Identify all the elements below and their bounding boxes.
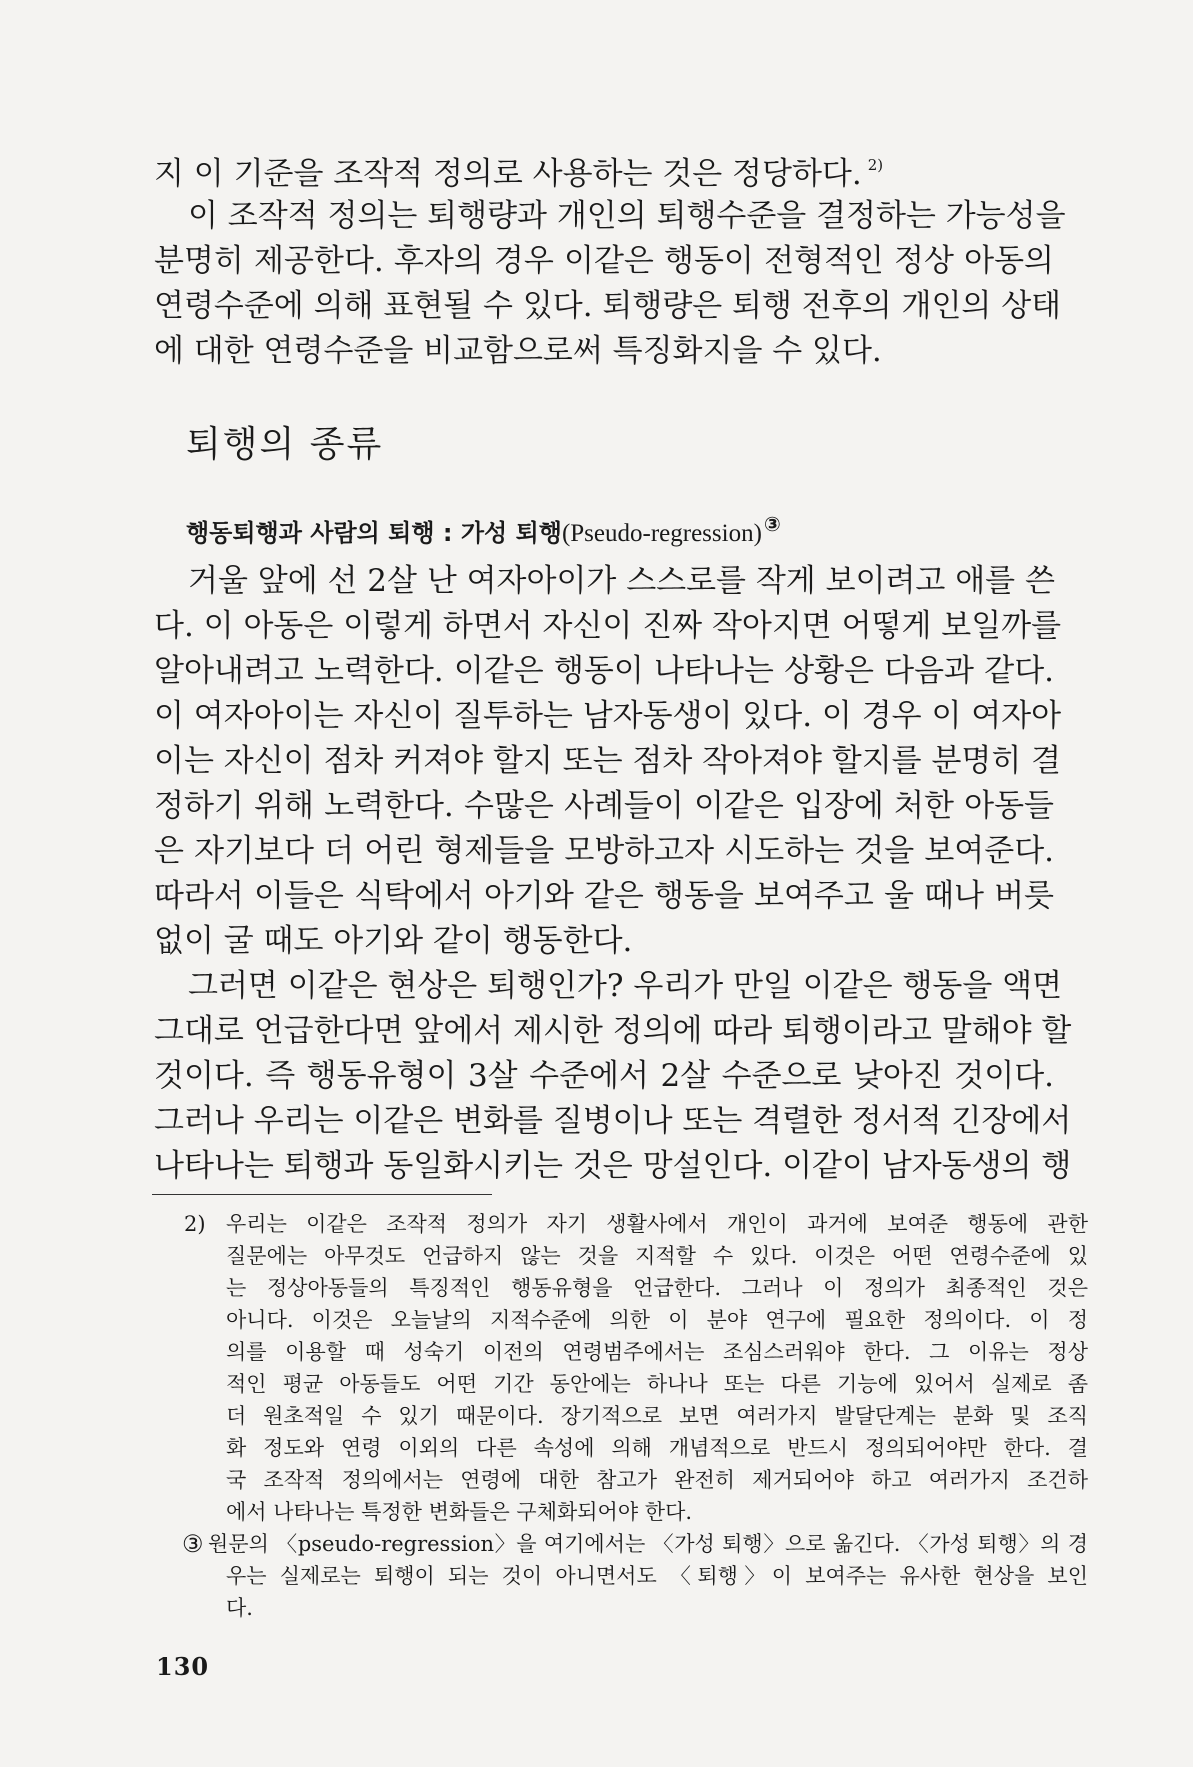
body-line: 알아내려고 노력한다. 이같은 행동이 나타나는 상황은 다음과 같다.: [154, 653, 1054, 689]
footnote-reference[interactable]: 2): [867, 156, 884, 174]
body-line: 것이다. 즉 행동유형이 3살 수준에서 2살 수준으로 낮아진 것이다.: [154, 1058, 1054, 1094]
footnote-line: 국 조작적 정의에서는 연령에 대한 참고가 완전히 제거되어야 하고 여러가지 조건하: [226, 1468, 1088, 1492]
body-text: 지 이 기준을 조작적 정의로 사용하는 것은 정당하다.: [154, 156, 862, 192]
footnote-reference[interactable]: ③: [763, 512, 781, 536]
subheading-text: 행동퇴행과 사람의 퇴행 : 가성 퇴행: [186, 519, 562, 547]
footnote-line: 의를 이용할 때 성숙기 이전의 연령범주에서는 조심스러워야 한다. 그 이유는 정상: [226, 1340, 1088, 1364]
footnote-line: 화 정도와 연령 이외의 다른 속성에 의해 개념적으로 반드시 정의되어야만 한다. 결: [226, 1436, 1088, 1460]
body-line: 따라서 이들은 식탁에서 아기와 같은 행동을 보여주고 울 때나 버릇: [154, 878, 1054, 914]
body-line: 그대로 언급한다면 앞에서 제시한 정의에 따라 퇴행이라고 말해야 할: [154, 1013, 1072, 1049]
body-line: 정하기 위해 노력한다. 수많은 사례들이 이같은 입장에 처한 아동들: [154, 788, 1054, 824]
subsection-heading: [186, 512, 781, 551]
footnote-line: 는 정상아동들의 특징적인 행동유형을 언급한다. 그러나 이 정의가 최종적인 것은: [226, 1276, 1088, 1300]
footnote-line: 적인 평균 아동들도 어떤 기간 동안에는 하나나 또는 다른 기능에 있어서 실제로 좀: [226, 1372, 1088, 1396]
footnote-marker: 2): [184, 1212, 206, 1236]
body-line: [154, 154, 1054, 199]
body-line: 이 여자아이는 자신이 질투하는 남자동생이 있다. 이 경우 이 여자아: [154, 698, 1062, 734]
footnote-line: 더 원초적일 수 있기 때문이다. 장기적으로 보면 여러가지 발달단계는 분화 및 조직: [226, 1404, 1088, 1428]
body-line: 다. 이 아동은 이렇게 하면서 자신이 진짜 작아지면 어떻게 보일까를: [154, 608, 1062, 644]
body-line: 연령수준에 의해 표현될 수 있다. 퇴행량은 퇴행 전후의 개인의 상태: [154, 288, 1062, 324]
body-line: 거울 앞에 선 2살 난 여자아이가 스스로를 작게 보이려고 애를 쓴: [188, 563, 1055, 599]
body-line: 에 대한 연령수준을 비교함으로써 특징화지을 수 있다.: [154, 333, 882, 369]
footnote-divider: [152, 1194, 492, 1195]
body-line: 은 자기보다 더 어린 형제들을 모방하고자 시도하는 것을 보여준다.: [154, 833, 1054, 869]
body-line: 그러나 우리는 이같은 변화를 질병이나 또는 격렬한 정서적 긴장에서: [154, 1103, 1072, 1139]
footnote-line: 다.: [226, 1596, 253, 1620]
footnote-line: 에서 나타나는 특정한 변화들은 구체화되어야 한다.: [226, 1500, 693, 1524]
subheading-latin: (Pseudo-regression): [561, 520, 762, 547]
page-number: 130: [156, 1652, 210, 1681]
body-line: 그러면 이같은 현상은 퇴행인가? 우리가 만일 이같은 행동을 액면: [188, 968, 1063, 1004]
body-line: 나타나는 퇴행과 동일화시키는 것은 망설인다. 이같이 남자동생의 행: [154, 1148, 1072, 1184]
body-line: 분명히 제공한다. 후자의 경우 이같은 행동이 전형적인 정상 아동의: [154, 243, 1054, 279]
footnote-line: 우는 실제로는 퇴행이 되는 것이 아니면서도 〈퇴행〉이 보여주는 유사한 현상을 보인: [226, 1564, 1088, 1588]
footnote-line: 아니다. 이것은 오늘날의 지적수준에 의한 이 분야 연구에 필요한 정의이다. 이 정: [226, 1308, 1088, 1332]
footnote-line: 질문에는 아무것도 언급하지 않는 것을 지적할 수 있다. 이것은 어떤 연령수준에 있: [226, 1244, 1088, 1268]
section-heading: 퇴행의 종류: [186, 424, 384, 465]
footnote-line: 원문의 〈pseudo-regression〉을 여기에서는 〈가성 퇴행〉으로 옮긴다. 〈가성 퇴행〉의 경: [208, 1532, 1088, 1556]
body-line: 이는 자신이 점차 커져야 할지 또는 점차 작아져야 할지를 분명히 결: [154, 743, 1062, 779]
footnote-line: 우리는 이같은 조작적 정의가 자기 생활사에서 개인이 과거에 보여준 행동에 관한: [226, 1212, 1088, 1236]
body-line: 없이 굴 때도 아기와 같이 행동한다.: [154, 923, 633, 959]
footnote-marker: ③: [182, 1530, 204, 1558]
body-line: 이 조작적 정의는 퇴행량과 개인의 퇴행수준을 결정하는 가능성을: [188, 198, 1066, 234]
